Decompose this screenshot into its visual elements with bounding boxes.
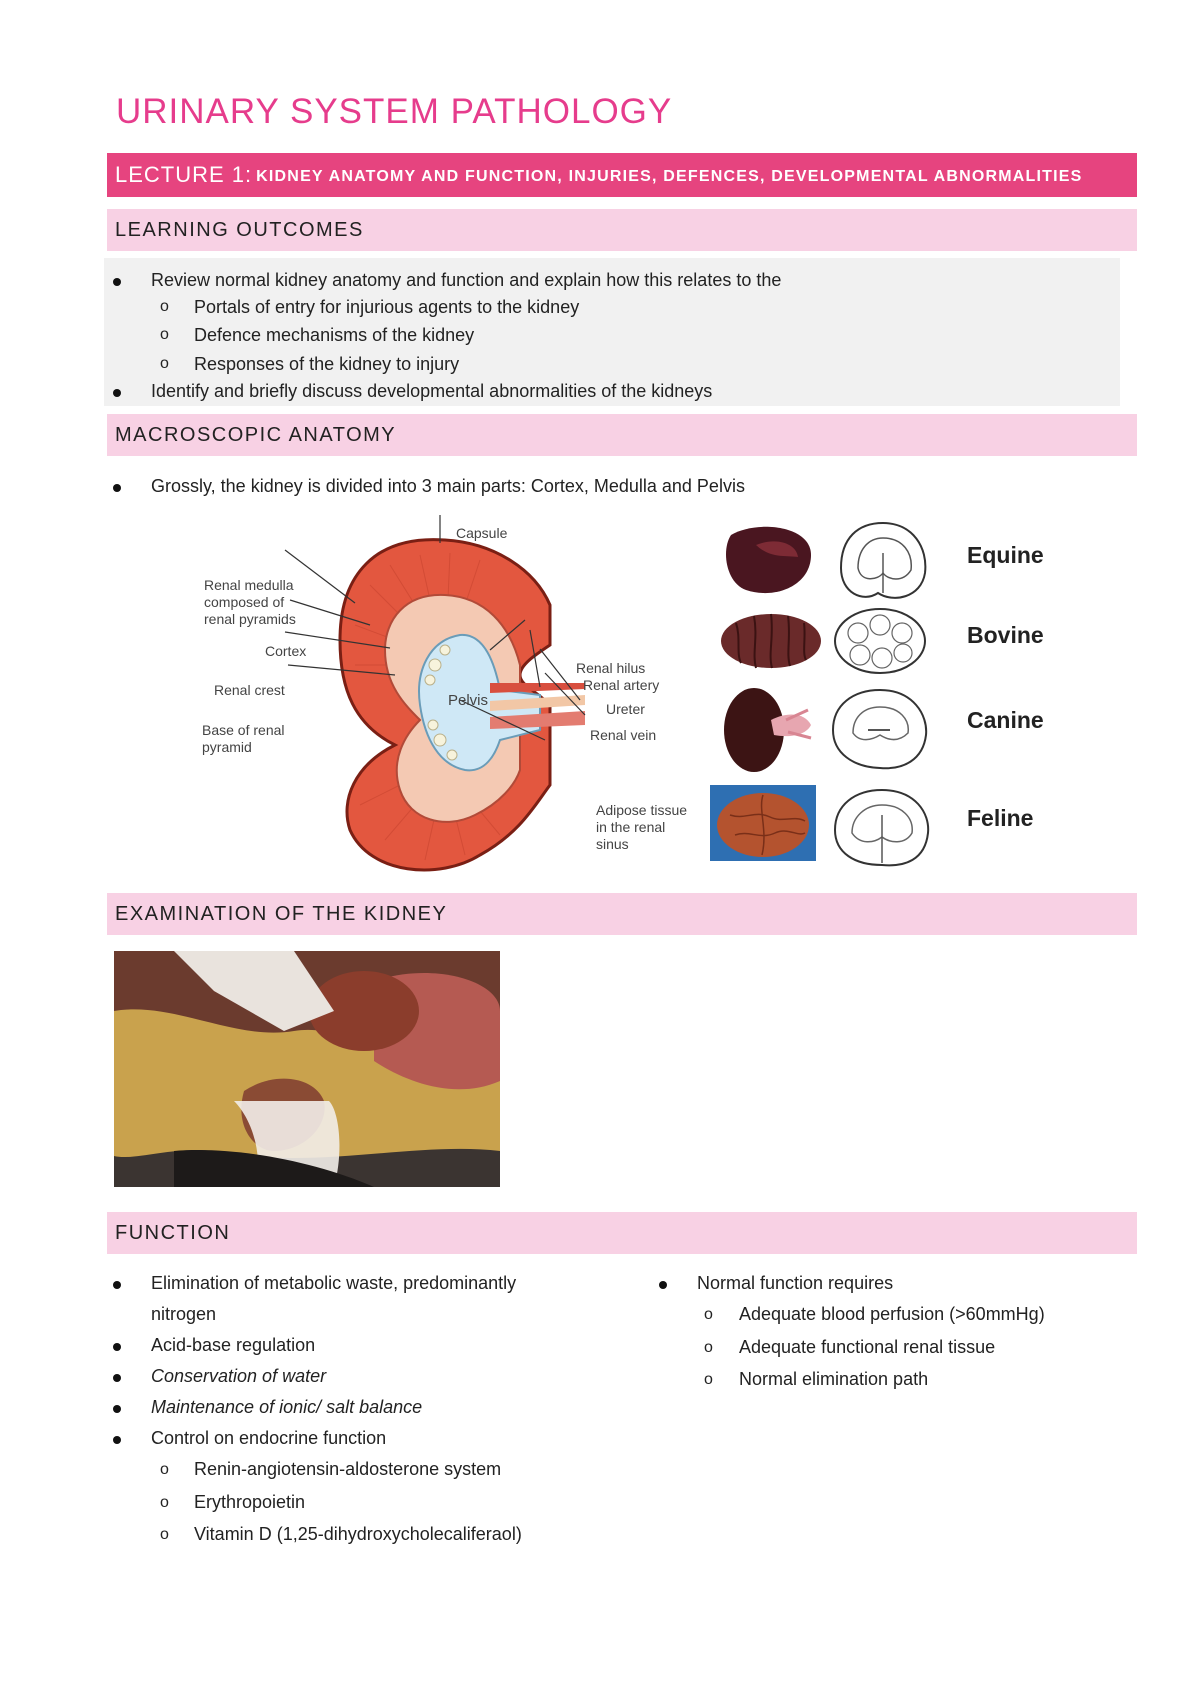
label-renal-medulla-2: composed of (204, 594, 285, 610)
bovine-kidney-drawing (828, 603, 933, 678)
function-requirement-item: Normal function requires (697, 1273, 894, 1293)
label-renal-medulla-3: renal pyramids (204, 611, 296, 627)
feline-kidney-drawing (830, 785, 935, 870)
function-requirement-sub-item: Normal elimination path (739, 1369, 929, 1389)
function-sub-item: Renin-angiotensin-aldosterone system (194, 1459, 502, 1479)
outcome-item: Identify and briefly discuss developmental abnormalities of the kidneys (151, 381, 713, 401)
label-cortex: Cortex (265, 643, 307, 659)
function-heading-text: FUNCTION (115, 1221, 231, 1244)
canine-kidney-photo (716, 680, 826, 780)
function-item: Control on endocrine function (151, 1428, 387, 1448)
label-renal-medulla-1: Renal medulla (204, 577, 294, 593)
canine-kidney-drawing (828, 685, 933, 773)
bullet-icon (113, 1405, 121, 1413)
outcome-item: Review normal kidney anatomy and function and explain how this relates to the (151, 270, 782, 290)
bullet-icon (659, 1281, 667, 1289)
bullet-icon (113, 1281, 121, 1289)
label-base-2: pyramid (202, 739, 252, 755)
equine-kidney-drawing (833, 518, 933, 606)
lecture-number: LECTURE 1: (115, 162, 253, 187)
label-adipose-1: Adipose tissue (596, 802, 688, 818)
page-title: URINARY SYSTEM PATHOLOGY (116, 92, 673, 131)
bullet-icon (113, 1374, 121, 1382)
macroscopic-bullet: Grossly, the kidney is divided into 3 main parts: Cortex, Medulla and Pelvis (151, 476, 745, 496)
label-adipose-3: sinus (596, 836, 629, 852)
label-renal-artery: Renal artery (583, 677, 660, 693)
feline-kidney-photo (710, 785, 816, 861)
label-capsule: Capsule (456, 525, 508, 541)
function-requirement-sub-item: Adequate functional renal tissue (739, 1337, 996, 1357)
learning-outcomes-heading (107, 209, 1137, 251)
outcome-sub-item: Responses of the kidney to injury (194, 354, 460, 374)
function-sub-item: Vitamin D (1,25-dihydroxycholecaliferaol) (194, 1524, 522, 1544)
function-item: Maintenance of ionic/ salt balance (151, 1397, 423, 1417)
sub-bullet-icon: o (704, 1339, 713, 1356)
sub-bullet-icon: o (160, 326, 169, 343)
bullet-icon (113, 1436, 121, 1444)
species-label-feline: Feline (967, 805, 1034, 831)
bullet-icon (113, 278, 121, 286)
lecture-header-bar (107, 153, 1137, 197)
learning-outcomes-heading-text: LEARNING OUTCOMES (115, 218, 364, 241)
examination-heading (107, 893, 1137, 935)
macroscopic-anatomy-heading (107, 414, 1137, 456)
function-item: Conservation of water (151, 1366, 327, 1386)
examination-heading-text: EXAMINATION OF THE KIDNEY (115, 902, 448, 925)
label-ureter: Ureter (606, 701, 645, 717)
label-base-1: Base of renal (202, 722, 285, 738)
species-label-canine: Canine (967, 707, 1044, 733)
equine-kidney-photo (716, 515, 826, 605)
sub-bullet-icon: o (704, 1371, 713, 1388)
label-adipose-2: in the renal (596, 819, 666, 835)
bovine-kidney-photo (716, 608, 826, 673)
sub-bullet-icon: o (160, 1526, 169, 1543)
label-pelvis: Pelvis (448, 692, 489, 709)
label-renal-hilus: Renal hilus (576, 660, 646, 676)
function-item-continuation: nitrogen (151, 1304, 217, 1324)
species-label-bovine: Bovine (967, 622, 1044, 648)
kidney-examination-photo (114, 951, 500, 1187)
sub-bullet-icon: o (704, 1306, 713, 1323)
outcome-sub-item: Defence mechanisms of the kidney (194, 325, 475, 345)
function-requirement-sub-item: Adequate blood perfusion (>60mmHg) (739, 1304, 1045, 1324)
sub-bullet-icon: o (160, 355, 169, 372)
lecture-subtitle: KIDNEY ANATOMY AND FUNCTION, INJURIES, DEFENCES, DEVELOPMENTAL ABNORMALITIES (256, 167, 1083, 185)
function-item: Acid-base regulation (151, 1335, 316, 1355)
species-label-equine: Equine (967, 542, 1044, 568)
label-renal-vein: Renal vein (590, 727, 657, 743)
bullet-icon (113, 1343, 121, 1351)
function-heading (107, 1212, 1137, 1254)
function-item: Elimination of metabolic waste, predominantly (151, 1273, 517, 1293)
outcome-sub-item: Portals of entry for injurious agents to the kidney (194, 297, 580, 317)
label-renal-crest: Renal crest (214, 682, 285, 698)
function-sub-item: Erythropoietin (194, 1492, 306, 1512)
bullet-icon (113, 389, 121, 397)
macroscopic-anatomy-heading-text: MACROSCOPIC ANATOMY (115, 423, 397, 446)
sub-bullet-icon: o (160, 298, 169, 315)
sub-bullet-icon: o (160, 1461, 169, 1478)
bullet-icon (113, 484, 121, 492)
sub-bullet-icon: o (160, 1494, 169, 1511)
